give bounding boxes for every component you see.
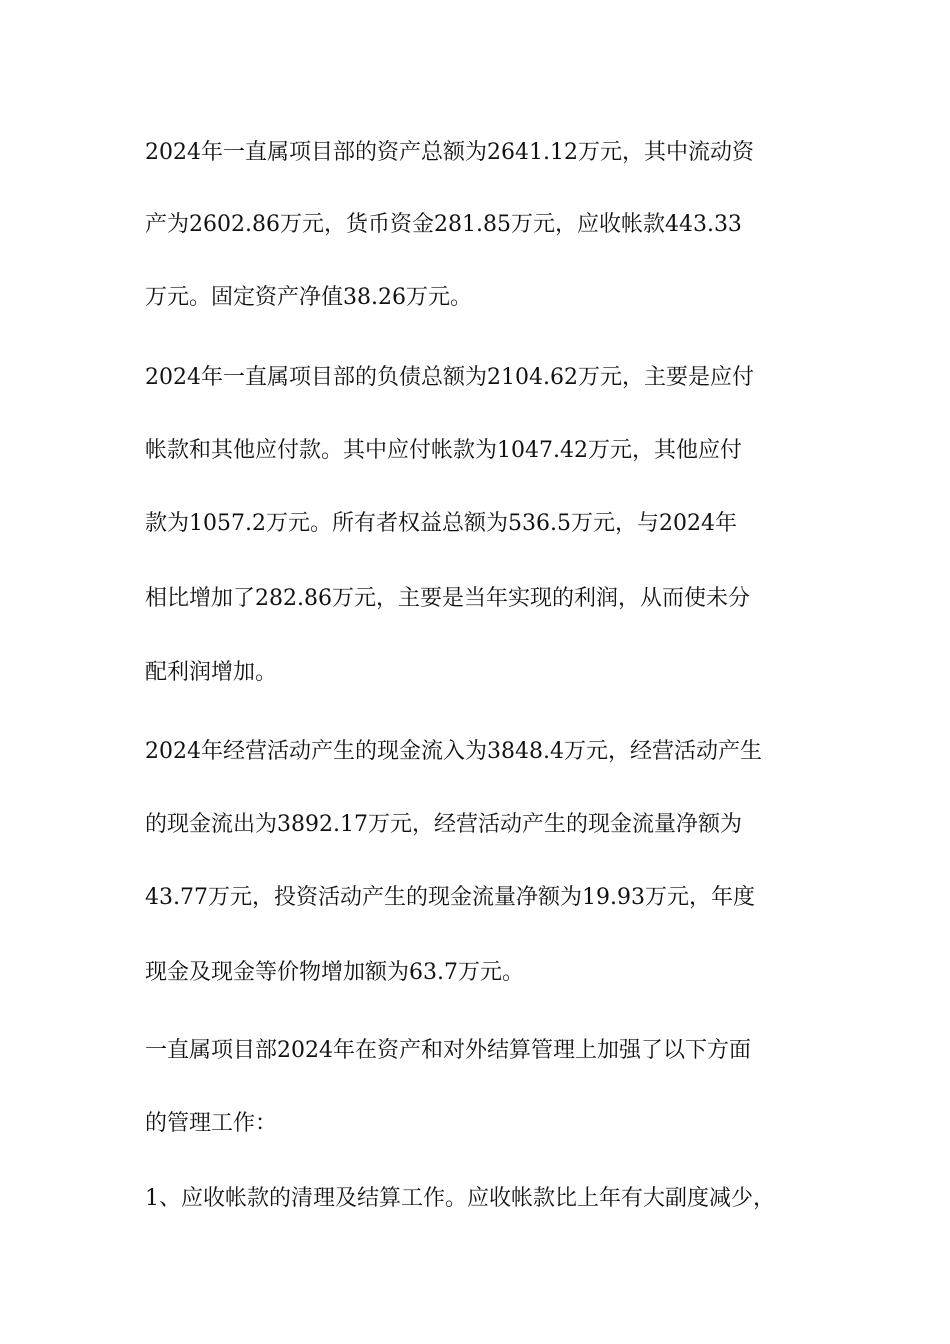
- paragraph-3-line-1: 2024年经营活动产生的现金流入为3848.4万元，经营活动产生: [145, 739, 762, 764]
- paragraph-2-line-4: 相比增加了282.86万元，主要是当年实现的利润，从而使未分: [145, 586, 750, 611]
- paragraph-2-line-2: 帐款和其他应付款。其中应付帐款为1047.42万元，其他应付: [145, 438, 742, 463]
- paragraph-1-line-1: 2024年一直属项目部的资产总额为2641.12万元，其中流动资: [145, 140, 754, 165]
- paragraph-5-line-1: 1、应收帐款的清理及结算工作。应收帐款比上年有大副度减少，: [145, 1186, 775, 1211]
- paragraph-4-line-1: 一直属项目部2024年在资产和对外结算管理上加强了以下方面: [145, 1038, 751, 1063]
- paragraph-2-line-3: 款为1057.2万元。所有者权益总额为536.5万元，与2024年: [145, 511, 737, 536]
- paragraph-3-line-4: 现金及现金等价物增加额为63.7万元。: [145, 960, 524, 985]
- paragraph-1-line-3: 万元。固定资产净值38.26万元。: [145, 285, 472, 310]
- paragraph-3-line-3: 43.77万元，投资活动产生的现金流量净额为19.93万元，年度: [145, 885, 755, 910]
- paragraph-2-line-5: 配利润增加。: [145, 660, 278, 685]
- paragraph-3-line-2: 的现金流出为3892.17万元，经营活动产生的现金流量净额为: [145, 812, 742, 837]
- paragraph-2-line-1: 2024年一直属项目部的负债总额为2104.62万元，主要是应付: [145, 365, 754, 390]
- paragraph-4-line-2: 的管理工作：: [145, 1111, 278, 1136]
- paragraph-1-line-2: 产为2602.86万元，货币资金281.85万元，应收帐款443.33: [145, 212, 742, 237]
